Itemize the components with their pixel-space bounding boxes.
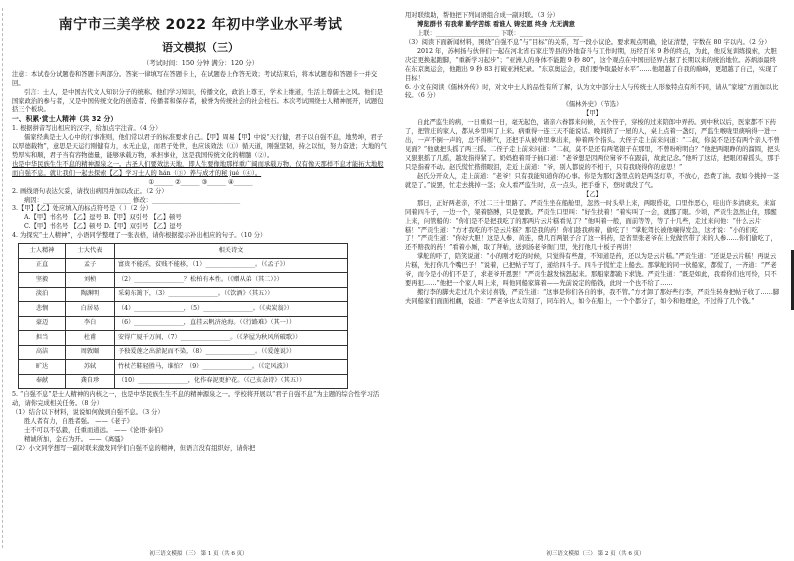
couplet-lines: 上联：____________________ 下联：____________________: [417, 29, 583, 37]
novel-title: 《儒林外史》（节选）: [562, 101, 623, 109]
scholar-spirit-table: [18, 243, 348, 389]
representative-cell: 杜甫: [66, 331, 115, 346]
table-row: [19, 258, 348, 273]
spirit-cell: 旷达: [19, 360, 66, 375]
table-header-cell: 相关诗文: [115, 244, 348, 259]
spirit-cell: 豪迈: [19, 316, 66, 331]
representative-cell: 李白: [66, 316, 115, 331]
excerpt-yi-text: 那日，正好两老亲，不过二三十里路了。严贡生坐在船舱里，忽然一时头晕上来，两眼昏花，口里作恶心，哇出许多清痰来。来富同着四斗子，一边一个，架着胳膊，只是要跌。严贡生口里叫：“好生扶着！”着实叫了一会，就挪了眼。少顷，严贡生忽然止住，那醒上来，问管船的：“你们是不是把我吃了的那两片云片糕看见了？”他叫着一般，面前等等，等了十几些，走过来问他：“什么云片糕！”严贡生道：“方才我吃的不是云片糕？那是我的药！你们趁我病着，偷吃了！”掌舵驾长被他嚷得发急，这才说：“小的们吃了！”严贡生道：“你好大胆！这是人参、黄连，费几百两银子合了这一料药，是省里张老爷在上党做官带了来的人参……你们偷吃了，还不赔我的药！”看着小厮，取了拜帖，送到汤老爷衙门里，先打他几十板子再讲！: [405, 199, 777, 252]
poem-cell: 予独爱莲之出淤泥而不染，（8）________________。（《爱莲说》）: [115, 345, 348, 360]
news-material: 2012 年，苏柯扬与伙伴们一起在河北省石家庄等县的外地奋斗与工作时期，历经百米 9 秒的终点，为此，他反复训练摸索，大胆决定更换起跑脚，“重新学习起步”；“亚洲人的身体不能跑 9 秒 80”，这个观点在中国田径界占据了长期以来的统治地位。苏炳添最终在东京奥运会，他跑出 9 秒 83 打破亚洲纪录。“东京奥运会，我们要争取最好水平”……他超越了自我的巅峰，更超越了自己，实现了目标！: [405, 47, 778, 82]
table-header-cell: 士人精神: [19, 244, 66, 259]
table-header-cell: 士大代表: [66, 244, 115, 259]
exam-title: 南宁市三美学校 2022 年初中学业水平考试: [58, 17, 343, 33]
quote-lisao: 精诚所加，金石为开。 ——《离骚》: [24, 435, 127, 443]
question-5: 5. “自强不息”是士人精神的内核之一，也是中华民族生生不息的精神源泉之一。学校将开展以“君子自强不息”为主题的综合性学习活动，请你完成相关任务。（8 分）: [12, 391, 380, 408]
spirit-cell: 奉献: [19, 374, 66, 389]
spirit-cell: 正直: [19, 258, 66, 273]
representative-cell: 龚自珍: [66, 374, 115, 389]
representative-cell: 刘桢: [66, 273, 115, 288]
passage-1-underlined: 也是中华民族生生不息的精神源泉之一。古圣人们要效法天地，即人生要像地那样重广阔而承载万物，仅有像天那样不息才能拓大地般而自强不息。就让我们一起去探索【乙】学习士人的 hán（③）养与成才的秘 jué（④）。: [12, 160, 384, 177]
poem-cell: 安得广厦千万间，（7）________________。（《茅屋为秋风所破歌》）: [115, 331, 348, 346]
exam-notice: 注意：本试卷分试题卷和答题卡两部分。答案一律填写在答题卡上，在试题卷上作答无效；考试结束后，将本试题卷和答题卡一并交回。: [12, 70, 378, 87]
excerpt-jia-text-2: 赵氏分开众人，走上前道：“老爷！只有我能知道你的心事。你是为那灯盏里点的是两茎灯草，不放心，恐费了油。我如今挑掉一茎就是了。”说罢，忙走去挑掉一茎；众人看严监生时，点一点头，把手垂下，登时就没了气。: [405, 172, 780, 189]
poem-cell: 富贵不能淫，贫贱不能移，（1）________________。（《孟子》）: [115, 258, 348, 273]
table-header-row: [19, 244, 348, 259]
representative-cell: 孟子: [66, 258, 115, 273]
question-3: 3.【甲】【乙】处应填入的标点符号是（ ）（2 分）: [12, 205, 152, 213]
table-row: [19, 331, 348, 346]
question-5-part-3: （3）阅读下面新闻材料，围绕“自强不息”与“目标”的关系，写一段小议论。要求观点明确，论证清楚，字数在 80 字以内。（2 分）: [405, 38, 771, 46]
spirit-cell: 淡泊: [19, 287, 66, 302]
couplet-task: 用对联续助，帮他把下列词语组合成一副对联。（3 分）: [405, 12, 559, 19]
question-5-part-2: （2）小文同学想写一副对联来激发同学们自强不息的精神，但语言没有组织好，请你把: [12, 444, 256, 452]
table-row: [19, 316, 348, 331]
poem-cell: （2）________________？松柏有本性。（《赠从弟（其二）》）: [115, 273, 348, 288]
question-1-blanks: ①______ ②______ ③______ ④______: [148, 178, 253, 186]
poem-cell: （6）________________，直挂云帆济沧海。（《行路难》（其一））: [115, 316, 348, 331]
poem-cell: （4）________________，（5）________________。（《卖炭翁》）: [115, 302, 348, 317]
excerpt-jia-text: 自此严监生的病，一日重似一日，毫无起色，诸亲六眷都来问候，五个侄子，穿梭的过来陪郎中弄药。到中秋以后，医家都不下药了，把管庄的家人，都从乡里叫了上来。病重得一连三天不能说话。晚间挤了一屋的人，桌上点着一盏灯，严监生喉咙里痰响得一进一出，一声不倒一声的，总不得断气，还把手从被单里拿出来，伸着两个指头。大侄子走上前来问道：“二叔，你莫不是还有两个亲人不曾见面？”他就把头摇了两三摇。二侄子走上前来问道：“二叔，莫不是还有两笔银子在那里，不曾吩咐明白？”他把两眼睁的的溜圆，把头又狠狠摇了几摇，越发指得紧了。奶妈抱着哥子插口道：“老爷想是因两位舅爷不在跟前，故此记念。”他听了这话，把眼闭着摇头，那手只是指着不动。赵氏慌忙揩揩眼泪，走近上前道：“爷，别人都说的不相干，只有我晓得你的意思！”: [405, 119, 780, 171]
question-1: 1. 根据拼音写出相应的汉字，给加点字注音。（4 分）: [12, 125, 162, 133]
poem-cell: （10）________________，化作春泥更护花。（《己亥杂诗》（其五））: [115, 374, 348, 389]
question-3-options-ab: A.【甲】书名号 【乙】逗号 B.【甲】双引号 【乙】顿号: [24, 214, 182, 222]
question-2: 2. 画线语句表达欠妥，请找出病因并加以改正。（2 分）: [12, 187, 168, 195]
question-6: 6. 小文在阅读《儒林外传》时，对文中士人的品性有所了解，认为文中部分士人与传统士人形象特点有所不同，请从“家境”方面加以比较。（6 分）: [405, 83, 779, 100]
spirit-cell: 悲悯: [19, 302, 66, 317]
representative-cell: 陶渊明: [66, 287, 115, 302]
passage-1: 儒家经典是士人心中的行事准则，他们常以君子的标准要求自己。【甲】周易【甲】中说“天行健，君子以自强不息，地势坤，君子以厚德载物”，意思是天运行刚健有力，永无止息，而君子处世，也应该效法（①）循天道，刚强坚韧，持之以恒，努力奋进；大地的气势厚实和顺，君子当有容物德量，能够承载万物，承担事业，这是我国传统文化的精髓（②）。: [12, 133, 387, 159]
table-row: [19, 360, 348, 375]
spirit-cell: 高洁: [19, 345, 66, 360]
spirit-cell: 坚毅: [19, 273, 66, 288]
table-row: [19, 374, 348, 389]
table-row: [19, 345, 348, 360]
table-body: [19, 258, 348, 389]
page-one-footer: 初三语文模拟（三） 第 1 页（共 6 页）: [149, 551, 248, 558]
page-two: [397, 0, 794, 561]
poem-cell: 采菊东篱下，（3）________________。（《饮酒》（其五））: [115, 287, 348, 302]
excerpt-jia-heading: 【甲】: [583, 110, 602, 118]
excerpt-yi-text-3: 搬行李的脚夫走过几个来讨喜钱，严贡生道：“这事是你们各自的事，我不管。”方才卸了那好些行李，严贡生转身把帖子收了……脚夫同船家们面面相觑，说道：“严老爷也太苛刻了，同车的人，如今在船上，一个个都分了，如今和他理论，不过得了几个钱。”: [405, 289, 780, 305]
question-5-part-1: （1）结合以下材料，说说如何做到自强不息。（3 分）: [12, 409, 164, 417]
question-4: 4. 为探究“士人精神”，小语同学整理了一张表格，请你根据提示补出相应的句子。（10 分）: [12, 232, 267, 240]
quote-lunyu: 士不可以不弘毅，任重而道远。 ——《论语·泰伯》: [24, 426, 167, 434]
couplet-words: 博览群书 有我辈 勤学苦练 看谁人 铸宏愿 终身 尤无满意: [417, 20, 575, 28]
table-row: [19, 273, 348, 288]
quote-laozi: 胜人者有力，自胜者强。 ——《老子》: [24, 418, 134, 426]
representative-cell: 苏轼: [66, 360, 115, 375]
excerpt-yi-text-2: 掌舵的吓了，陪笑说道：“小的刚才吃的时候，只觉得有些甜，不知道是药，还以为是云片糕。”严贡生道：“还说是云片糕！再说云片糕，先打你几个嘴巴子！”说着，已把帖子写了，递给四斗子。四斗子慌忙走上船去。那掌舵的同一伙船家，都慌了，一齐道：“严老爷，而今是小的们不是了，求老爷开恩罢！”严贡生越发恼怒起来。那船家都跪下求饶。严贡生道：“既是如此，我看你们也可怜，只不要再犯……”他把一个家人叫上来，叫他同船家算着——先前说定的船钱，此时一个也不给了……: [405, 253, 777, 288]
question-3-options-cd: C.【甲】书名号 【乙】顿号 D.【甲】双引号 【乙】逗号: [24, 223, 182, 231]
page-two-footer: 初三语文模拟（三） 第 2 页（共 6 页）: [546, 551, 645, 558]
table-row: [19, 287, 348, 302]
exam-intro: 引言：士人，是中国古代文人知识分子的统称。他们学习知识，传播文化，政治上尊王，学术上维道，生活上尊儒士之风。他们是国家政治的参与者，又是中国传统文化的创造者、传播者和保存者，被誉为传统社会的社会柱石。本次考试围绕士人精神展开，试题包括三个板块。: [12, 88, 384, 114]
exam-meta: （考试时间：150 分钟 满分：120 分）: [142, 59, 259, 68]
section-one-heading: 一、积累·赏士人精神（共 32 分）: [12, 115, 118, 124]
poem-cell: 竹杖芒鞋轻胜马，谁怕？（9）________________。（《定风波》）: [115, 360, 348, 375]
question-2-lines: 病因：____________________________ 修改：____________________________: [24, 196, 241, 204]
spirit-cell: 担当: [19, 331, 66, 346]
exam-subtitle: 语文模拟（三）: [162, 40, 239, 54]
representative-cell: 白居易: [66, 302, 115, 317]
table-row: [19, 302, 348, 317]
representative-cell: 周敦颐: [66, 345, 115, 360]
excerpt-yi-heading: 【乙】: [583, 190, 602, 198]
